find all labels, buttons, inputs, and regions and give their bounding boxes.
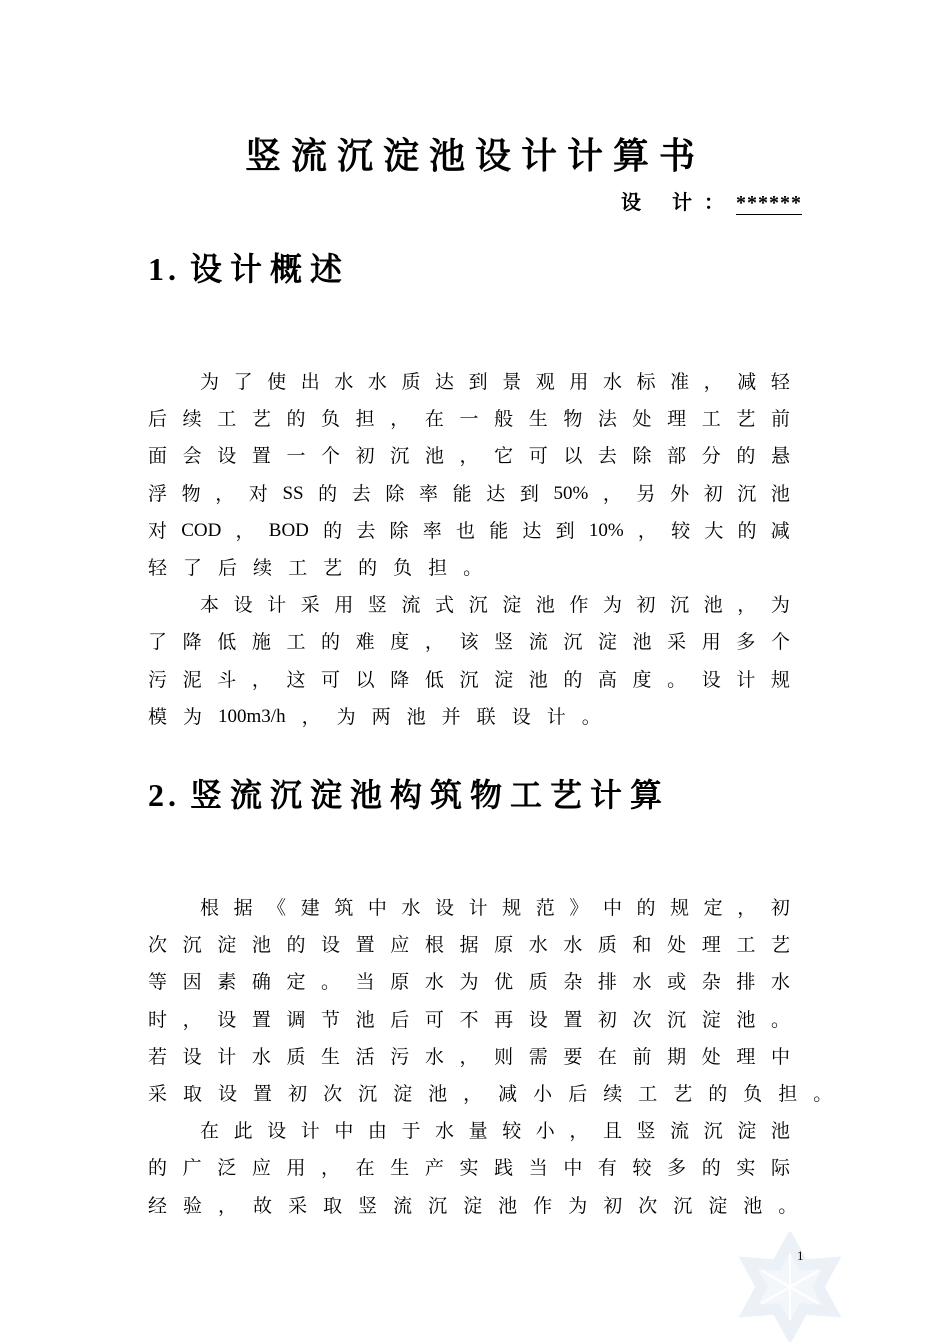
- section-2-number: 2.: [148, 777, 180, 813]
- paragraph-line: 了 降 低 施 工 的 难 度 ， 该 竖 流 沉 淀 池 采 用 多 个: [148, 631, 790, 654]
- paragraph-line: 模 为 100m3/h ， 为 两 池 并 联 设 计 。: [148, 705, 601, 728]
- section-1-heading: [148, 244, 350, 290]
- section-2-heading: [148, 770, 670, 816]
- paragraph-line: 污 泥 斗 ， 这 可 以 降 低 沉 淀 池 的 高 度 。 设 计 规: [148, 668, 790, 691]
- section-1-number: 1.: [148, 251, 180, 287]
- author-value: ******: [736, 192, 802, 214]
- section-2-title: 竖流沉淀池构筑物工艺计算: [190, 776, 671, 814]
- snowflake-watermark-icon: [735, 1232, 845, 1342]
- paragraph-line: 若 设 计 水 质 生 活 污 水 ， 则 需 要 在 前 期 处 理 中: [148, 1045, 790, 1068]
- document-title: 竖流沉淀池设计计算书: [244, 135, 705, 177]
- page-number: 1: [797, 1248, 804, 1263]
- author-line: [621, 186, 802, 215]
- paragraph-line: 等 因 素 确 定 。 当 原 水 为 优 质 杂 排 水 或 杂 排 水: [148, 971, 790, 994]
- paragraph-line: 本 设 计 采 用 竖 流 式 沉 淀 池 作 为 初 沉 池 ， 为: [200, 594, 790, 617]
- paragraph-line: 根 据 《 建 筑 中 水 设 计 规 范 》 中 的 规 定 ， 初: [200, 897, 790, 919]
- paragraph-line: 在 此 设 计 中 由 于 水 量 较 小 ， 且 竖 流 沉 淀 池: [200, 1120, 790, 1143]
- paragraph-line: 的 广 泛 应 用 ， 在 生 产 实 践 当 中 有 较 多 的 实 际: [148, 1157, 790, 1180]
- paragraph-line: 次 沉 淀 池 的 设 置 应 根 据 原 水 水 质 和 处 理 工 艺: [148, 934, 790, 957]
- section-1-title: 设计概述: [190, 250, 351, 288]
- author-label: 设 计：: [621, 190, 736, 214]
- paragraph-line: 为 了 使 出 水 水 质 达 到 景 观 用 水 标 准 ， 减 轻: [200, 371, 790, 393]
- paragraph-line: 轻 了 后 续 工 艺 的 负 担 。: [148, 557, 483, 579]
- paragraph-line: 时 ， 设 置 调 节 池 后 可 不 再 设 置 初 次 沉 淀 池 。: [148, 1008, 790, 1031]
- paragraph-line: 对 COD ， BOD 的 去 除 率 也 能 达 到 10% ， 较 大 的 减: [148, 519, 790, 542]
- paragraph-line: 经 验 ， 故 采 取 竖 流 沉 淀 池 作 为 初 次 沉 淀 池 。: [148, 1194, 798, 1217]
- paragraph-line: 采 取 设 置 初 次 沉 淀 池 ， 减 小 后 续 工 艺 的 负 担 。: [148, 1083, 833, 1105]
- paragraph-line: 后 续 工 艺 的 负 担 ， 在 一 般 生 物 法 处 理 工 艺 前: [148, 408, 790, 431]
- paragraph-line: 浮 物 ， 对 SS 的 去 除 率 能 达 到 50% ， 另 外 初 沉 池: [148, 482, 790, 505]
- paragraph-line: 面 会 设 置 一 个 初 沉 池 ， 它 可 以 去 除 部 分 的 悬: [148, 445, 790, 468]
